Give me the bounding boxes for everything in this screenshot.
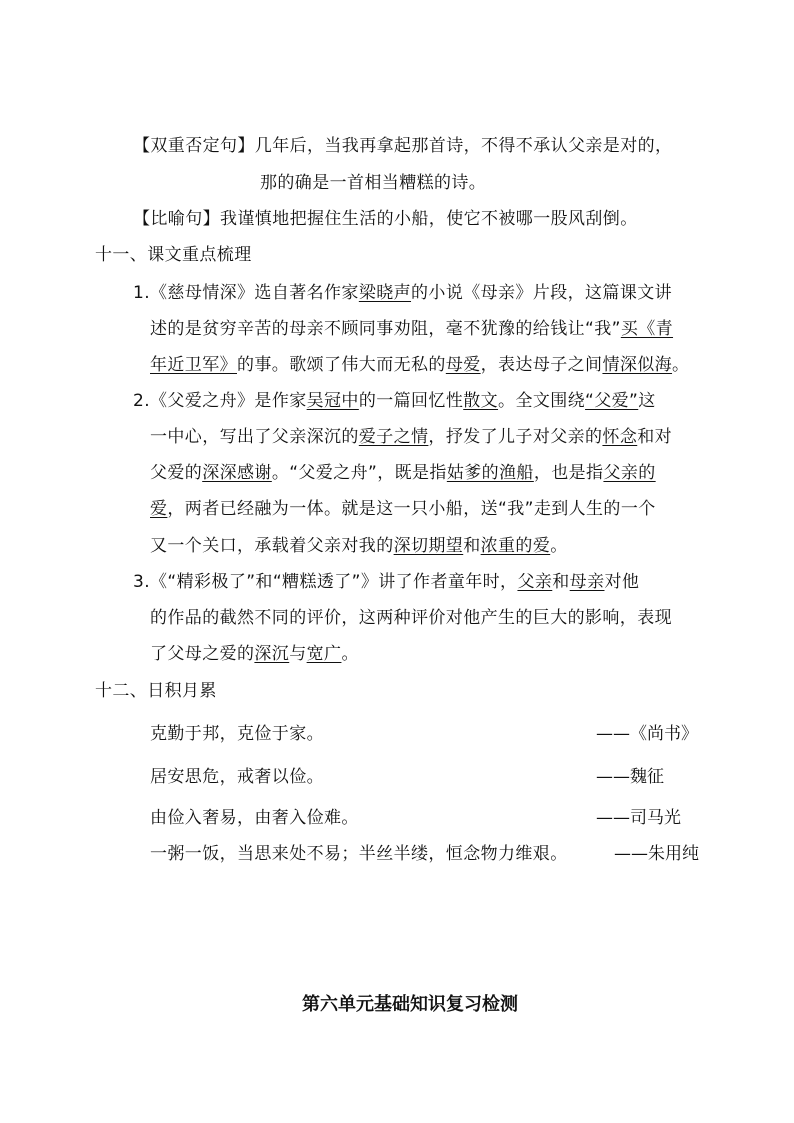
text-segment: ，也是指 — [533, 463, 604, 483]
item1-line2 — [150, 318, 673, 340]
double-negative-sentence-line1: 【双重否定句】几年后，当我再拿起那首诗，不得不承认父亲是对的， — [133, 136, 673, 156]
item1-line1 — [133, 282, 672, 304]
answer-underline: 爱子之情 — [358, 427, 429, 447]
text-segment: 的一篇回忆性 — [358, 391, 464, 411]
text-segment: 这 — [638, 391, 656, 411]
item3-line2: 的作品的截然不同的评价，这两种评价对他产生的巨大的影响，表现 — [150, 608, 672, 628]
quote-source-3: ——司马光 — [596, 808, 681, 828]
quote-text-4: 一粥一饭，当思来处不易；半丝半缕，恒念物力维艰。 — [150, 844, 568, 864]
item3-line1 — [133, 571, 639, 593]
text-segment: 。 — [672, 355, 690, 375]
double-negative-sentence-line2: 那的确是一首相当糟糕的诗。 — [260, 173, 487, 193]
text-segment: 对他 — [604, 572, 640, 592]
item2-line1 — [133, 390, 656, 412]
item2-line2 — [150, 426, 672, 448]
text-segment: 。“父爱之舟”，既是指 — [271, 463, 447, 483]
answer-underline: 爱 — [150, 499, 168, 519]
text-segment: 的小说《母亲》片段，这篇课文讲 — [411, 283, 673, 303]
text-segment: ，两者已经融为一体。就是这一只小船，送“我”走到人生的一个 — [167, 499, 656, 519]
item3-line3 — [150, 643, 359, 665]
text-segment: 了父母之爱的 — [150, 644, 255, 664]
answer-underline: 吴冠中 — [306, 391, 359, 411]
answer-underline: 姑爹的渔船 — [446, 463, 534, 483]
quote-source-2: ——魏征 — [596, 767, 664, 787]
text-segment: 。全文围绕 — [498, 391, 586, 411]
answer-underline: 深沉 — [254, 644, 290, 664]
answer-underline: 母亲 — [569, 572, 605, 592]
answer-underline: 年近卫军》 — [150, 355, 237, 375]
text-segment: 和对 — [637, 427, 673, 447]
answer-underline: 母爱 — [445, 355, 481, 375]
metaphor-sentence: 【比喻句】我谨慎地把握住生活的小船，使它不被哪一股风刮倒。 — [133, 209, 638, 229]
answer-underline: 怀念 — [602, 427, 638, 447]
quote-source-1: ——《尚书》 — [596, 724, 698, 744]
answer-underline: 浓重的爱 — [480, 536, 551, 556]
answer-underline: 深深感谢 — [202, 463, 272, 483]
section-12-heading: 十二、日积月累 — [95, 681, 217, 701]
text-segment: 和 — [552, 572, 570, 592]
text-segment: 与 — [289, 644, 307, 664]
text-segment: 。 — [341, 644, 359, 664]
section-11-heading: 十一、课文重点梳理 — [95, 245, 252, 265]
item2-line3 — [150, 462, 656, 484]
text-segment: 和 — [463, 536, 481, 556]
text-segment: 2.《父爱之舟》是作家 — [133, 391, 307, 411]
answer-underline: 梁晓声 — [358, 283, 412, 303]
text-segment: 1.《慈母情深》选自著名作家 — [133, 283, 359, 303]
text-segment: 3.《“精彩极了”和“糟糕透了”》讲了作者童年时， — [133, 572, 518, 592]
answer-underline: 父亲 — [517, 572, 553, 592]
text-segment: 一中心，写出了父亲深沉的 — [150, 427, 359, 447]
answer-underline: 散文 — [463, 391, 499, 411]
quote-text-1: 克勤于邦，克俭于家。 — [150, 724, 324, 744]
answer-underline: 宽广 — [306, 644, 342, 664]
answer-underline: “父爱” — [585, 391, 639, 411]
item2-line5 — [150, 535, 568, 557]
text-segment: 又一个关口，承载着父亲对我的 — [150, 536, 394, 556]
unit-review-title: 第六单元基础知识复习检测 — [302, 994, 518, 1015]
text-segment: 。 — [550, 536, 568, 556]
text-segment: 述的是贫穷辛苦的母亲不顾同事劝阻，毫不犹豫的给钱让“我” — [150, 319, 621, 339]
item1-line3 — [150, 354, 689, 376]
answer-underline: 买《青 — [620, 319, 674, 339]
quote-text-3: 由俭入奢易，由奢入俭难。 — [150, 808, 359, 828]
text-segment: ，抒发了儿子对父亲的 — [428, 427, 603, 447]
answer-underline: 深切期望 — [393, 536, 464, 556]
item2-line4 — [150, 498, 656, 520]
text-segment: 的事。歌颂了伟大而无私的 — [237, 355, 446, 375]
answer-underline: 父亲的 — [603, 463, 656, 483]
text-segment: ，表达母子之间 — [480, 355, 603, 375]
quote-source-4: ——朱用纯 — [614, 844, 699, 864]
answer-underline: 情深似海 — [602, 355, 673, 375]
text-segment: 父爱的 — [150, 463, 203, 483]
quote-text-2: 居安思危，戒奢以俭。 — [150, 767, 324, 787]
